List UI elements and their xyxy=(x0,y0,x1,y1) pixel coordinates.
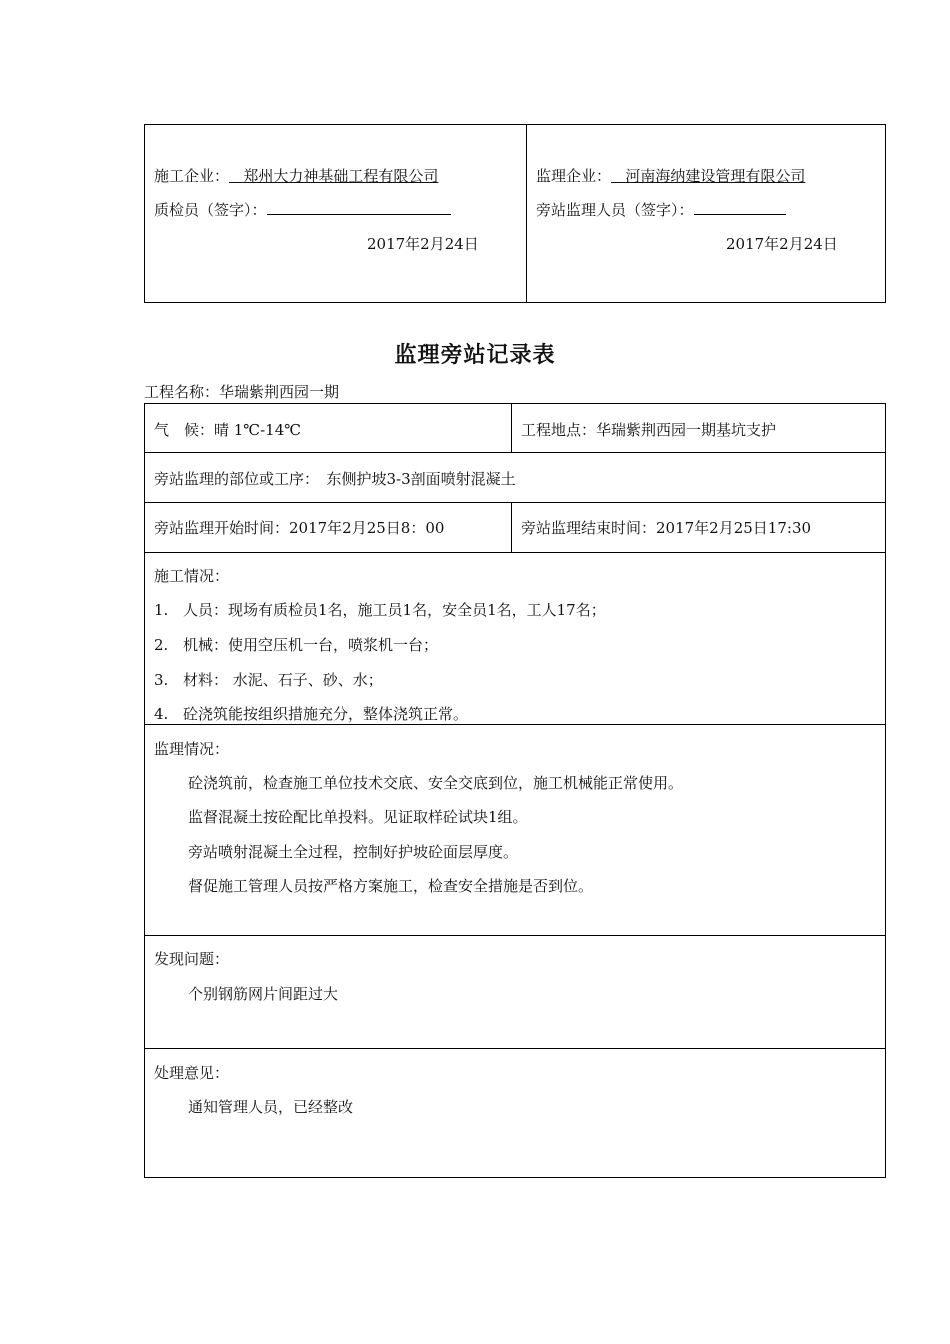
problems-text: 个别钢筋网片间距过大 xyxy=(188,985,339,1003)
column-divider xyxy=(511,403,512,452)
construction-item-text: 人员：现场有质检员1名，施工员1名，安全员1名，工人17名； xyxy=(183,601,606,619)
inspector-label: 质检员（签字）： xyxy=(154,201,267,219)
row-divider xyxy=(144,1048,886,1049)
construction-item-text: 材料： 水泥、石子、砂、水； xyxy=(183,671,383,689)
page-title: 监理旁站记录表 xyxy=(394,342,556,368)
start-time-cell: 旁站监理开始时间：2017年2月25日8：00 xyxy=(154,519,445,537)
handling-heading: 处理意见： xyxy=(154,1064,230,1082)
supervisor-name: 河南海纳建设管理有限公司 xyxy=(625,167,806,185)
supervisor-line xyxy=(536,166,805,186)
row-divider xyxy=(144,502,886,503)
supervisor-label: 监理企业： xyxy=(536,167,612,185)
onsite-line xyxy=(536,200,786,220)
supervision-line: 旁站喷射混凝土全过程，控制好护坡砼面层厚度。 xyxy=(188,843,519,861)
part-cell: 旁站监理的部位或工序： 东侧护坡3-3剖面喷射混凝土 xyxy=(154,470,516,488)
supervision-line: 砼浇筑前，检查施工单位技术交底、安全交底到位，施工机械能正常使用。 xyxy=(188,774,684,792)
construction-item-text: 砼浇筑能按组织措施充分，整体浇筑正常。 xyxy=(183,705,469,723)
row-divider xyxy=(144,552,886,553)
location-cell: 工程地点：华瑞紫荆西园一期基坑支护 xyxy=(521,421,777,439)
column-divider xyxy=(511,502,512,552)
contractor-name: 郑州大力神基础工程有限公司 xyxy=(243,167,439,185)
contractor-label: 施工企业： xyxy=(154,167,230,185)
left-date: 2017年2月24日 xyxy=(367,235,479,253)
handling-text: 通知管理人员，已经整改 xyxy=(188,1098,354,1116)
construction-item-number: 1. xyxy=(154,601,169,619)
inspector-signature-line xyxy=(267,200,451,215)
project-name: 工程名称：华瑞紫荆西园一期 xyxy=(144,383,340,401)
supervision-line: 监督混凝土按砼配比单投料。见证取样砼试块1组。 xyxy=(188,808,528,826)
construction-heading: 施工情况： xyxy=(154,567,230,585)
onsite-signature-line xyxy=(694,200,786,215)
construction-item-number: 3. xyxy=(154,671,169,689)
signature-divider xyxy=(526,124,527,303)
supervision-line: 督促施工管理人员按严格方案施工，检查安全措施是否到位。 xyxy=(188,877,594,895)
inspector-line xyxy=(154,200,451,220)
row-divider xyxy=(144,452,886,453)
problems-heading: 发现问题： xyxy=(154,950,230,968)
construction-item-text: 机械：使用空压机一台，喷浆机一台； xyxy=(183,636,439,654)
contractor-line xyxy=(154,166,438,186)
row-divider xyxy=(144,935,886,936)
construction-item-number: 4. xyxy=(154,705,169,723)
supervision-heading: 监理情况： xyxy=(154,740,230,758)
construction-item-number: 2. xyxy=(154,636,169,654)
weather-cell: 气 候：晴 1℃-14℃ xyxy=(154,421,302,439)
end-time-cell: 旁站监理结束时间：2017年2月25日17:30 xyxy=(521,519,812,537)
onsite-label: 旁站监理人员（签字）： xyxy=(536,201,694,219)
right-date: 2017年2月24日 xyxy=(726,235,838,253)
row-divider xyxy=(144,724,886,725)
